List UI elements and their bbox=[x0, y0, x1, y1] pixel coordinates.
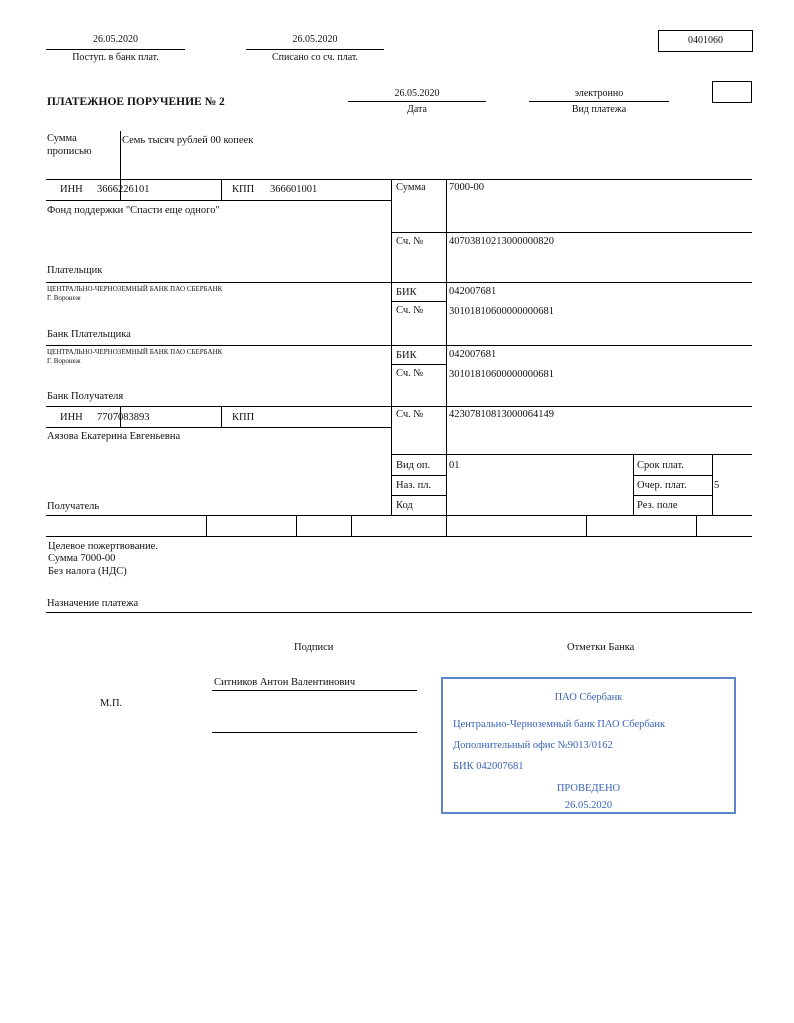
recipient-bank-caption: Банк Получателя bbox=[47, 391, 124, 402]
divider bbox=[348, 101, 486, 102]
page-title: ПЛАТЕЖНОЕ ПОРУЧЕНИЕ № 2 bbox=[47, 96, 225, 108]
divider bbox=[296, 515, 297, 536]
divider bbox=[529, 101, 669, 102]
divider bbox=[391, 301, 446, 302]
seal-label: М.П. bbox=[100, 698, 123, 709]
signature-line bbox=[212, 690, 417, 691]
stamp-status: ПРОВЕДЕНО bbox=[556, 783, 621, 794]
op-type-label: Вид оп. bbox=[396, 460, 431, 471]
payer-inn: 3666226101 bbox=[97, 184, 150, 195]
divider bbox=[446, 515, 447, 536]
signer-name: Ситников Антон Валентинович bbox=[214, 677, 356, 688]
payer-kpp-label: КПП bbox=[232, 184, 255, 195]
stamp-office: Дополнительный офис №9013/0162 bbox=[453, 740, 613, 751]
divider bbox=[221, 406, 222, 427]
divider bbox=[696, 515, 697, 536]
divider bbox=[633, 475, 712, 476]
recipient-bank-account: 30101810600000000681 bbox=[449, 369, 554, 380]
recipient-kpp-label: КПП bbox=[232, 412, 255, 423]
op-type-value: 01 bbox=[449, 460, 460, 471]
purpose-line-2: Сумма 7000-00 bbox=[48, 553, 116, 564]
divider bbox=[712, 454, 713, 515]
recipient-bank-bik-label: БИК bbox=[396, 350, 417, 361]
payment-type-caption: Вид платежа bbox=[571, 104, 627, 115]
payer-account: 40703810213000000820 bbox=[449, 236, 554, 247]
recipient-bank-bik: 042007681 bbox=[449, 349, 497, 360]
recipient-account: 42307810813000064149 bbox=[449, 409, 554, 420]
payer-bank-name: ЦЕНТРАЛЬНО-ЧЕРНОЗЕМНЫЙ БАНК ПАО СБЕРБАНК bbox=[47, 285, 223, 293]
amount-words-label: Сумма bbox=[47, 133, 77, 144]
order-date-caption: Дата bbox=[407, 104, 427, 115]
divider bbox=[46, 536, 752, 537]
divider bbox=[46, 612, 752, 613]
debited-date: 26.05.2020 bbox=[292, 34, 338, 45]
payment-type: электронно bbox=[574, 88, 624, 99]
payer-bank-account: 30101810600000000681 bbox=[449, 306, 554, 317]
divider bbox=[206, 515, 207, 536]
recipient-name: Аязова Екатерина Евгеньевна bbox=[47, 431, 181, 442]
payer-kpp: 366601001 bbox=[270, 184, 318, 195]
amount-words-label-2: прописью bbox=[47, 146, 92, 157]
divider bbox=[120, 131, 121, 179]
divider bbox=[46, 49, 185, 50]
divider bbox=[46, 515, 752, 516]
form-code-box bbox=[658, 30, 753, 52]
priority-label: Очер. плат. bbox=[637, 480, 687, 491]
divider bbox=[46, 345, 752, 346]
amount-words-value: Семь тысяч рублей 00 копеек bbox=[122, 135, 254, 146]
stamp-bank: ПАО Сбербанк bbox=[554, 692, 623, 703]
signatures-caption: Подписи bbox=[294, 642, 334, 653]
divider bbox=[391, 179, 392, 515]
recipient-bank-city: Г. Воронеж bbox=[47, 357, 81, 365]
divider bbox=[46, 406, 752, 407]
divider bbox=[46, 179, 752, 180]
divider bbox=[391, 232, 752, 233]
divider bbox=[446, 179, 447, 515]
payer-bank-account-label: Сч. № bbox=[396, 305, 424, 316]
recipient-inn: 7707083893 bbox=[97, 412, 150, 423]
priority-value: 5 bbox=[714, 480, 720, 491]
debited-caption: Списано со сч. плат. bbox=[271, 52, 359, 63]
recipient-caption: Получатель bbox=[47, 501, 100, 512]
purpose-code-label: Наз. пл. bbox=[396, 480, 432, 491]
payer-bank-bik-label: БИК bbox=[396, 287, 417, 298]
received-caption: Поступ. в банк плат. bbox=[72, 52, 159, 63]
payer-account-label: Сч. № bbox=[396, 236, 424, 247]
payer-inn-label: ИНН bbox=[60, 184, 83, 195]
signature-line bbox=[212, 732, 417, 733]
divider bbox=[391, 454, 752, 455]
stamp-bik: БИК 042007681 bbox=[453, 761, 524, 772]
purpose-caption: Назначение платежа bbox=[47, 598, 139, 609]
order-date: 26.05.2020 bbox=[394, 88, 440, 99]
divider bbox=[246, 49, 384, 50]
payer-caption: Плательщик bbox=[47, 265, 103, 276]
divider bbox=[391, 364, 446, 365]
bank-stamp bbox=[441, 677, 736, 814]
divider bbox=[46, 282, 752, 283]
stamp-branch: Центрально-Черноземный банк ПАО Сбербанк bbox=[453, 719, 666, 730]
sum-value: 7000-00 bbox=[449, 182, 484, 193]
purpose-line-3: Без налога (НДС) bbox=[48, 566, 127, 577]
sum-label: Сумма bbox=[396, 182, 426, 193]
bank-marks-caption: Отметки Банка bbox=[567, 642, 635, 653]
recipient-inn-label: ИНН bbox=[60, 412, 83, 423]
payer-bank-city: Г. Воронеж bbox=[47, 294, 81, 302]
payer-bank-bik: 042007681 bbox=[449, 286, 497, 297]
divider bbox=[221, 179, 222, 200]
divider bbox=[633, 454, 634, 515]
recipient-bank-account-label: Сч. № bbox=[396, 368, 424, 379]
divider bbox=[46, 200, 391, 201]
code-label: Код bbox=[396, 500, 413, 511]
divider bbox=[351, 515, 352, 536]
stamp-date: 26.05.2020 bbox=[564, 800, 613, 811]
purpose-line-1: Целевое пожертвование. bbox=[48, 541, 158, 552]
divider bbox=[46, 427, 391, 428]
divider bbox=[586, 515, 587, 536]
payer-name: Фонд поддержки "Спасти еще одного" bbox=[47, 205, 220, 216]
empty-code-box bbox=[712, 81, 752, 103]
payer-bank-caption: Банк Плательщика bbox=[47, 329, 131, 340]
form-code: 0401060 bbox=[688, 35, 723, 46]
received-date: 26.05.2020 bbox=[93, 34, 138, 45]
divider bbox=[633, 495, 712, 496]
divider bbox=[391, 495, 446, 496]
divider bbox=[391, 475, 446, 476]
recipient-account-label: Сч. № bbox=[396, 409, 424, 420]
due-label: Срок плат. bbox=[637, 460, 684, 471]
recipient-bank-name: ЦЕНТРАЛЬНО-ЧЕРНОЗЕМНЫЙ БАНК ПАО СБЕРБАНК bbox=[47, 348, 223, 356]
reserve-label: Рез. поле bbox=[637, 500, 678, 511]
